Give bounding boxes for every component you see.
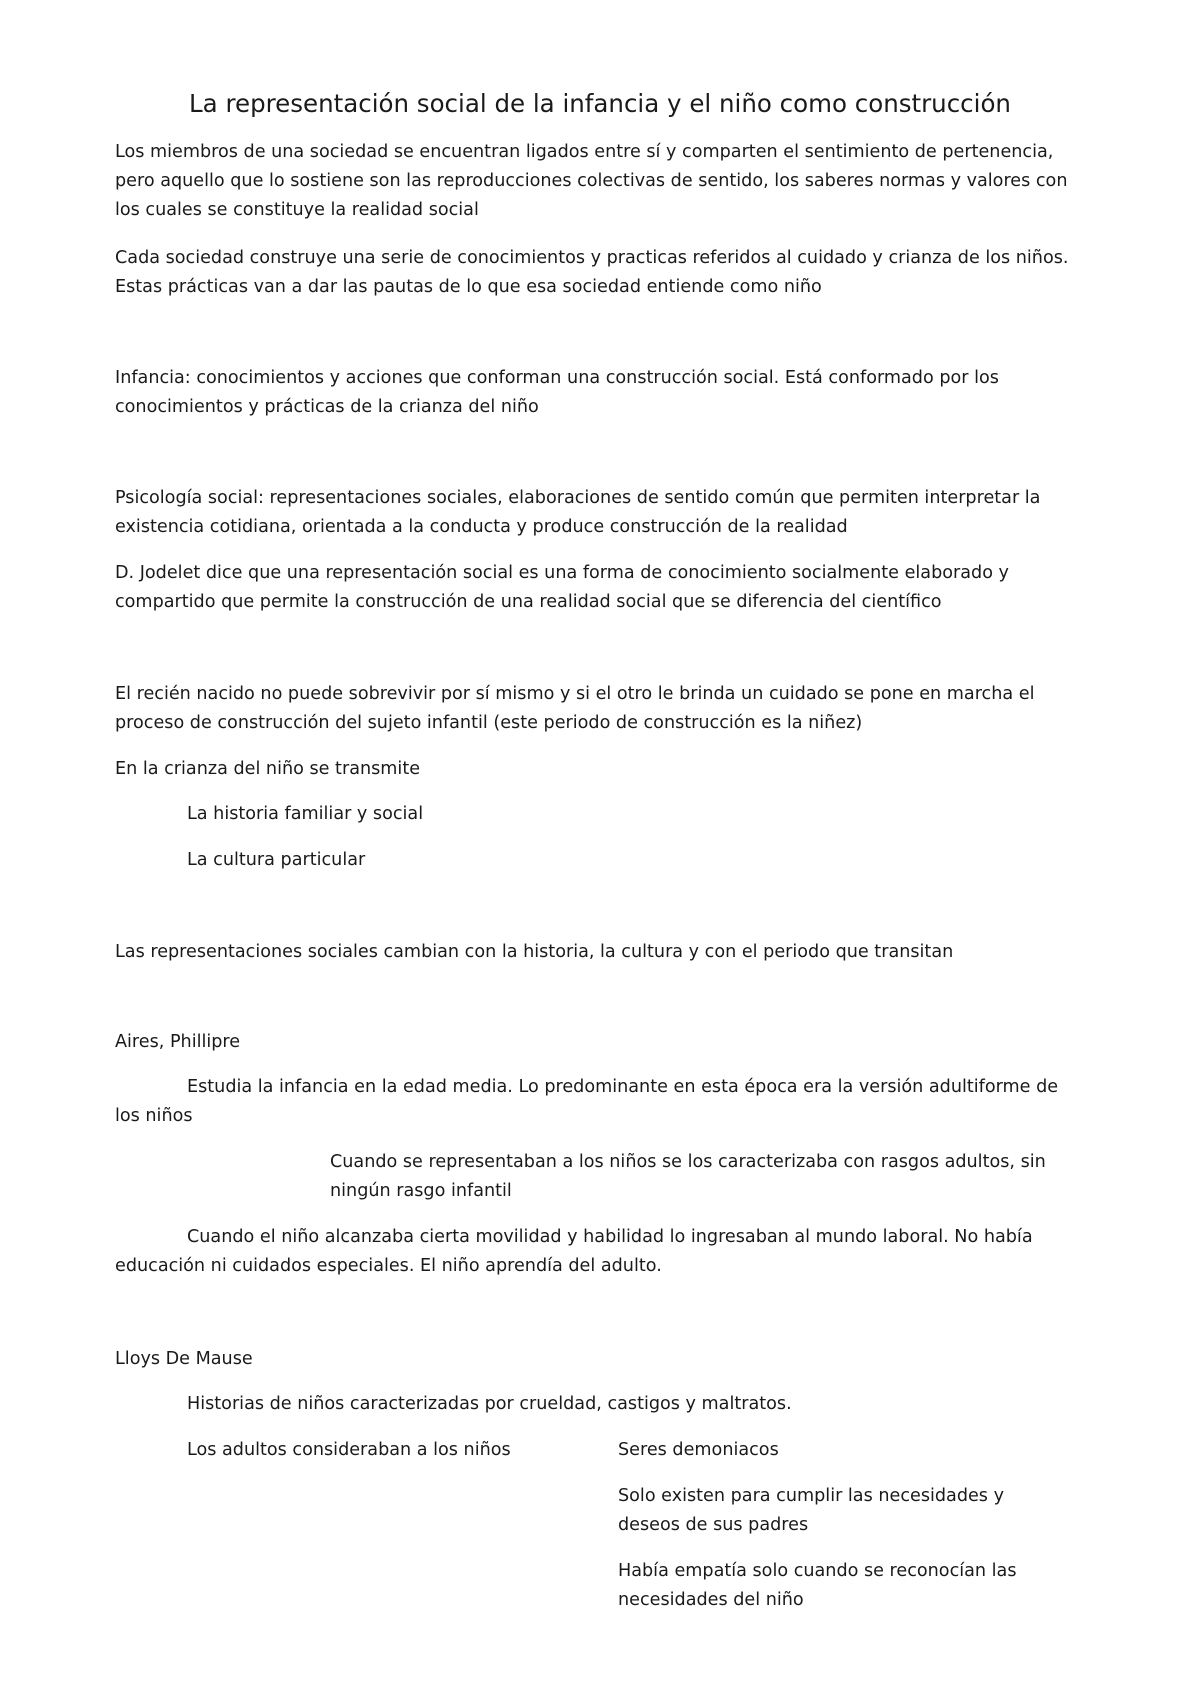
paragraph-sociedad: Los miembros de una sociedad se encuentran ligados entre sí y comparten el sentimiento de pertenencia, pero aquello que lo sostiene son las reproducciones colectivas de sentido, los saberes normas y valores con los cuales se constituye la realidad social [115,142,1068,220]
list-item-demoniacos: Seres demoniacos [618,1440,779,1460]
paragraph-edad-media: Estudia la infancia en la edad media. Lo predominante en esta época era la versión adultiforme de los niños [115,1077,1059,1126]
paragraph-recien-nacido: El recién nacido no puede sobrevivir por sí mismo y si el otro le brinda un cuidado se pone en marcha el proceso de construcción del sujeto infantil (este periodo de construcción es la niñez) [115,684,1035,733]
paragraph-infancia: Infancia: conocimientos y acciones que conforman una construcción social. Está conformado por los conocimientos y prácticas de la crianza del niño [115,368,999,417]
paragraph-jodelet: D. Jodelet dice que una representación social es una forma de conocimiento socialmente elaborado y compartido que permite la construcción de una realidad social que se diferencia del científico [115,563,1009,612]
paragraph-crianza: En la crianza del niño se transmite [115,759,421,779]
heading-aires: Aires, Phillipre [115,1032,241,1052]
list-item-historia: La historia familiar y social [187,804,424,824]
list-item-necesidades-padres: Solo existen para cumplir las necesidades y deseos de sus padres [618,1486,1004,1535]
list-item-empatia: Había empatía solo cuando se reconocían las necesidades del niño [618,1561,1017,1610]
paragraph-rasgos-adultos: Cuando se representaban a los niños se los caracterizaba con rasgos adultos, sin ningún rasgo infantil [330,1152,1046,1201]
page-title: La representación social de la infancia y el niño como construcción [189,89,1011,118]
paragraph-cada-sociedad: Cada sociedad construye una serie de conocimientos y practicas referidos al cuidado y crianza de los niños. Estas prácticas van a dar las pautas de lo que esa sociedad entiende como niño [115,248,1069,297]
paragraph-representaciones-cambian: Las representaciones sociales cambian con la historia, la cultura y con el periodo que transitan [115,942,954,962]
list-item-cultura: La cultura particular [187,850,366,870]
paragraph-mundo-laboral: Cuando el niño alcanzaba cierta movilidad y habilidad lo ingresaban al mundo laboral. No había educación ni cuidados especiales. El niño aprendía del adulto. [115,1227,1033,1276]
paragraph-adultos-consideraban: Los adultos consideraban a los niños [187,1440,511,1460]
paragraph-psicologia-social: Psicología social: representaciones sociales, elaboraciones de sentido común que permiten interpretar la existencia cotidiana, orientada a la conducta y produce construcción de la realidad [115,488,1041,537]
heading-de-mause: Lloys De Mause [115,1349,253,1369]
paragraph-crueldad: Historias de niños caracterizadas por crueldad, castigos y maltratos. [187,1394,792,1414]
